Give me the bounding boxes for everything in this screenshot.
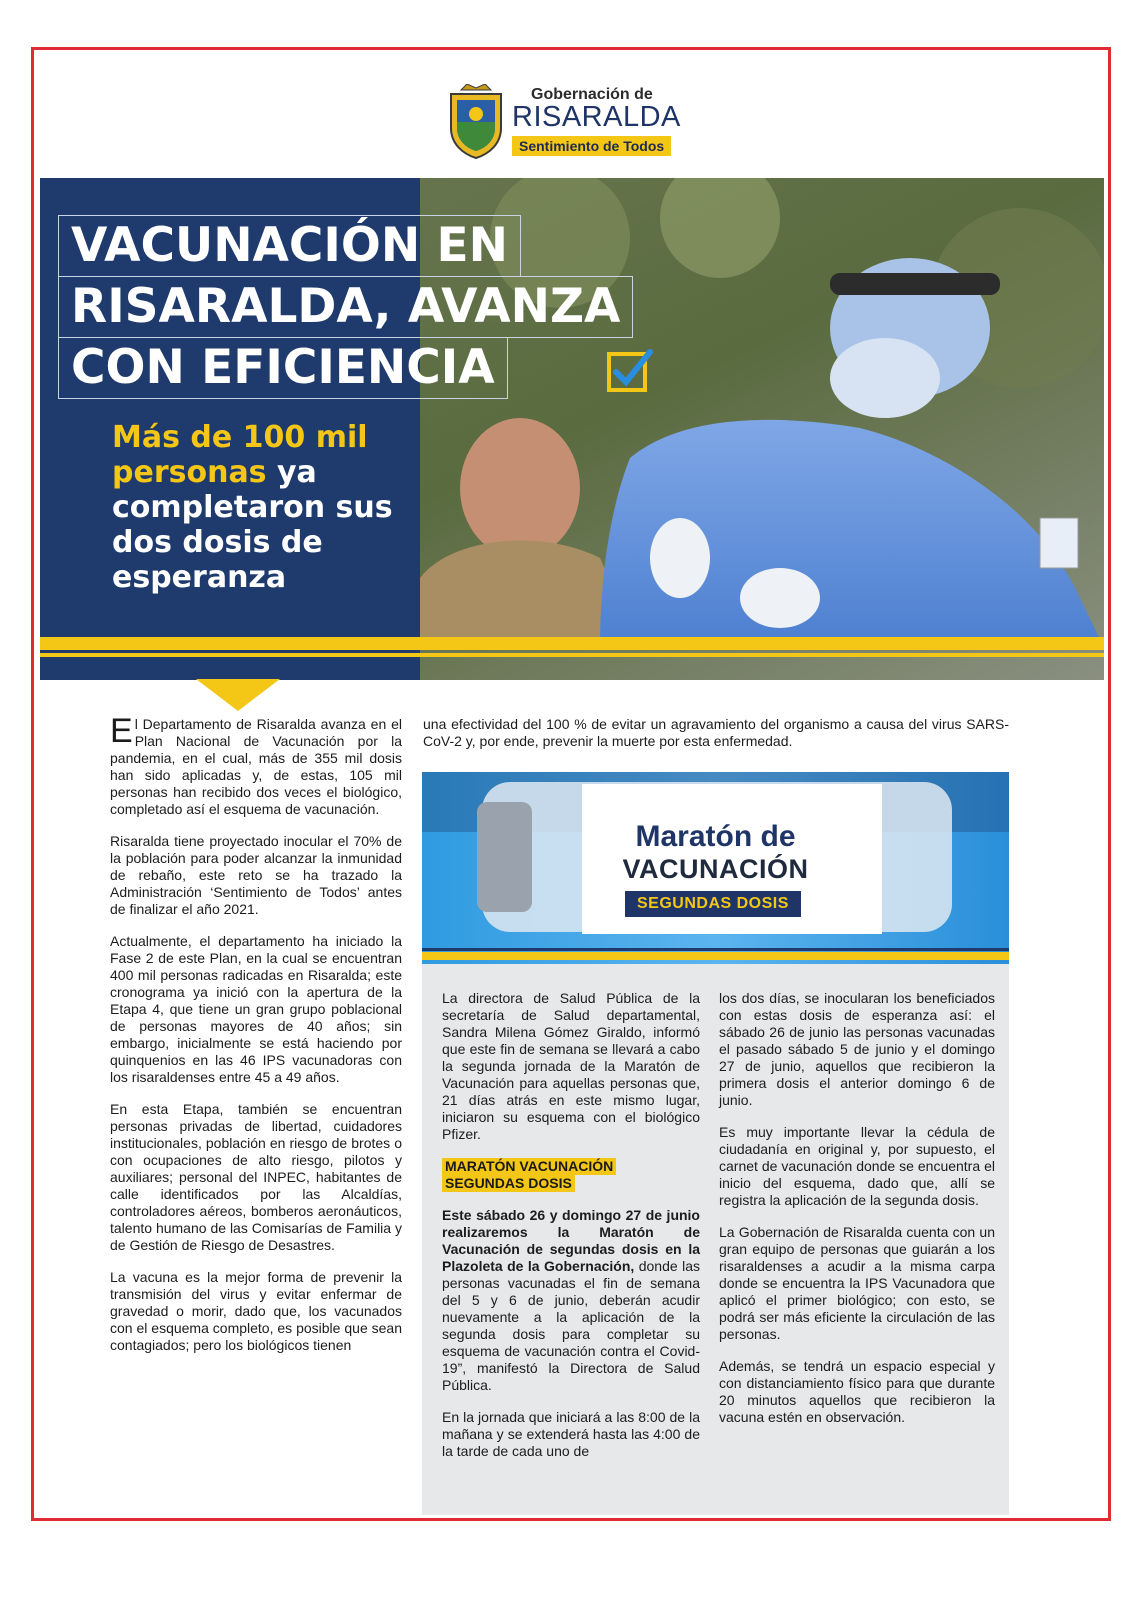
paragraph: La directora de Salud Pública de la secretaría de Salud departamental, Sandra Milena Gómez Giraldo, informó que este fin de semana se llevará a cabo la segunda jornada de la Maratón de Vacunación para aquellas personas que, 21 días atrás en este mismo lugar, iniciaron su esquema con el biológico Pfizer. (442, 990, 700, 1142)
paragraph: En esta Etapa, también se encuentran personas privadas de libertad, cuidadores institucionales, población en riesgo de brotes o con ocupaciones de alto riesgo, pilotos y auxiliares; personal del INPEC, habitantes de calle identificados por las Alcaldías, controladores aéreos, bomberos aeronáuticos, talento humano de las Comisarías de Familia y de Gestión de Riesgo de Desastres. (110, 1101, 402, 1253)
hero-title-line-3: CON EFICIENCIA (58, 337, 508, 399)
banner-tag: SEGUNDAS DOSIS (625, 891, 801, 917)
checkbox-check-icon (606, 346, 654, 394)
coat-of-arms-icon (447, 84, 505, 160)
gov-name: RISARALDA (512, 101, 681, 133)
gov-tagline: Sentimiento de Todos (512, 136, 671, 156)
drop-cap: E (110, 712, 133, 750)
paragraph: l Departamento de Risaralda avanza en el Plan Nacional de Vacunación por la pandemia, en el cual, más de 355 mil dosis han sido aplicadas y, de estas, 105 mil personas han recibido dos veces el biológico, completado así el esquema de vacunación. (110, 716, 402, 817)
paragraph: los dos días, se inocularan los beneficiados con estas dosis de esperanza así: el sábado 26 de junio las personas vacunadas el pasado sábado 5 de junio y el domingo 27 de junio, aquellos que recibieron la primera dosis el anterior domingo 6 de junio. (719, 990, 995, 1108)
banner-title: Maratón de (635, 820, 796, 853)
yellow-band-thin (40, 653, 1104, 657)
gov-line: Gobernación de (531, 86, 653, 103)
section-heading: MARATÓN VACUNACIÓN (442, 1158, 616, 1175)
paragraph: En la jornada que iniciará a las 8:00 de la mañana y se extenderá hasta las 4:00 de la tarde de cada uno de (442, 1409, 700, 1459)
yellow-pointer (196, 679, 280, 711)
gobernacion-logo (447, 82, 697, 162)
hero-subtitle (112, 420, 402, 595)
paragraph: Es muy importante llevar la cédula de ciudadanía en original y, por supuesto, el carnet de vacunación donde se encuentra el inicio del esquema, dado que, allí se registra la aplicación de la segunda dosis. (719, 1124, 995, 1208)
paragraph: La vacuna es la mejor forma de prevenir la transmisión del virus y evitar enfermar de gravedad o morir, dado que, los vacunados con el esquema completo, es posible que sean contagiados; pero los biológicos tienen (110, 1269, 402, 1353)
paragraph-continuation: una efectividad del 100 % de evitar un agravamiento del organismo a causa del virus SARS-CoV-2 y, por ende, prevenir la muerte por esta enfermedad. (423, 716, 1009, 749)
subtitle-rest: ya completaron sus dos dosis de esperanza (112, 455, 393, 595)
article-column-2 (442, 990, 700, 1475)
maraton-banner (422, 772, 1009, 964)
paragraph: donde las personas vacunadas el fin de semana del 5 y 6 de junio, deberán acudir nuevamente a la aplicación de la segunda dosis para completar su esquema de vacunación contra el Covid-19”, manifestó la Directora de Salud Pública. (442, 1258, 701, 1393)
banner-subtitle: VACUNACIÓN (622, 854, 809, 884)
subtitle-highlight: Más de 100 mil personas (112, 420, 368, 490)
yellow-band (40, 637, 1104, 650)
paragraph: La Gobernación de Risaralda cuenta con un gran equipo de personas que guiarán a los risaraldenses a acudir a la misma carpa donde se encuentra la IPS Vacunadora que aplicó el primer biológico; con esto, se podrá ser más eficiente la circulación de las personas. (719, 1224, 995, 1342)
paragraph: Además, se tendrá un espacio especial y con distanciamiento físico para que durante 20 minutos aquellos que recibieron la vacuna estén en observación. (719, 1358, 995, 1425)
bold-lead: Este sábado 26 y domingo 27 de junio realizaremos la Maratón de Vacunación de segundas dosis en la Plazoleta de la Gobernación, (442, 1207, 700, 1274)
article-column-3 (719, 990, 995, 1441)
hero-title-line-2: RISARALDA, AVANZA (58, 276, 633, 338)
section-heading: SEGUNDAS DOSIS (442, 1175, 575, 1192)
paragraph: Actualmente, el departamento ha iniciado la Fase 2 de este Plan, en la cual se encuentran 400 mil personas radicadas en Risaralda; este cronograma ya inició con la apertura de la Etapa 4, que tiene un gran grupo poblacional de personas mayores de 40 años; sin embargo, inicialmente se está haciendo por quinquenios en las 46 IPS vacunadoras con los risaraldenses entre 45 a 49 años. (110, 933, 402, 1085)
hero-title-line-1: VACUNACIÓN EN (58, 215, 521, 277)
article-column-1 (110, 712, 402, 1369)
paragraph: Risaralda tiene proyectado inocular el 70% de la población para poder alcanzar la inmunidad de rebaño, este reto se ha trazado la Administración ‘Sentimiento de Todos’ antes de finalizar el año 2021. (110, 833, 402, 917)
